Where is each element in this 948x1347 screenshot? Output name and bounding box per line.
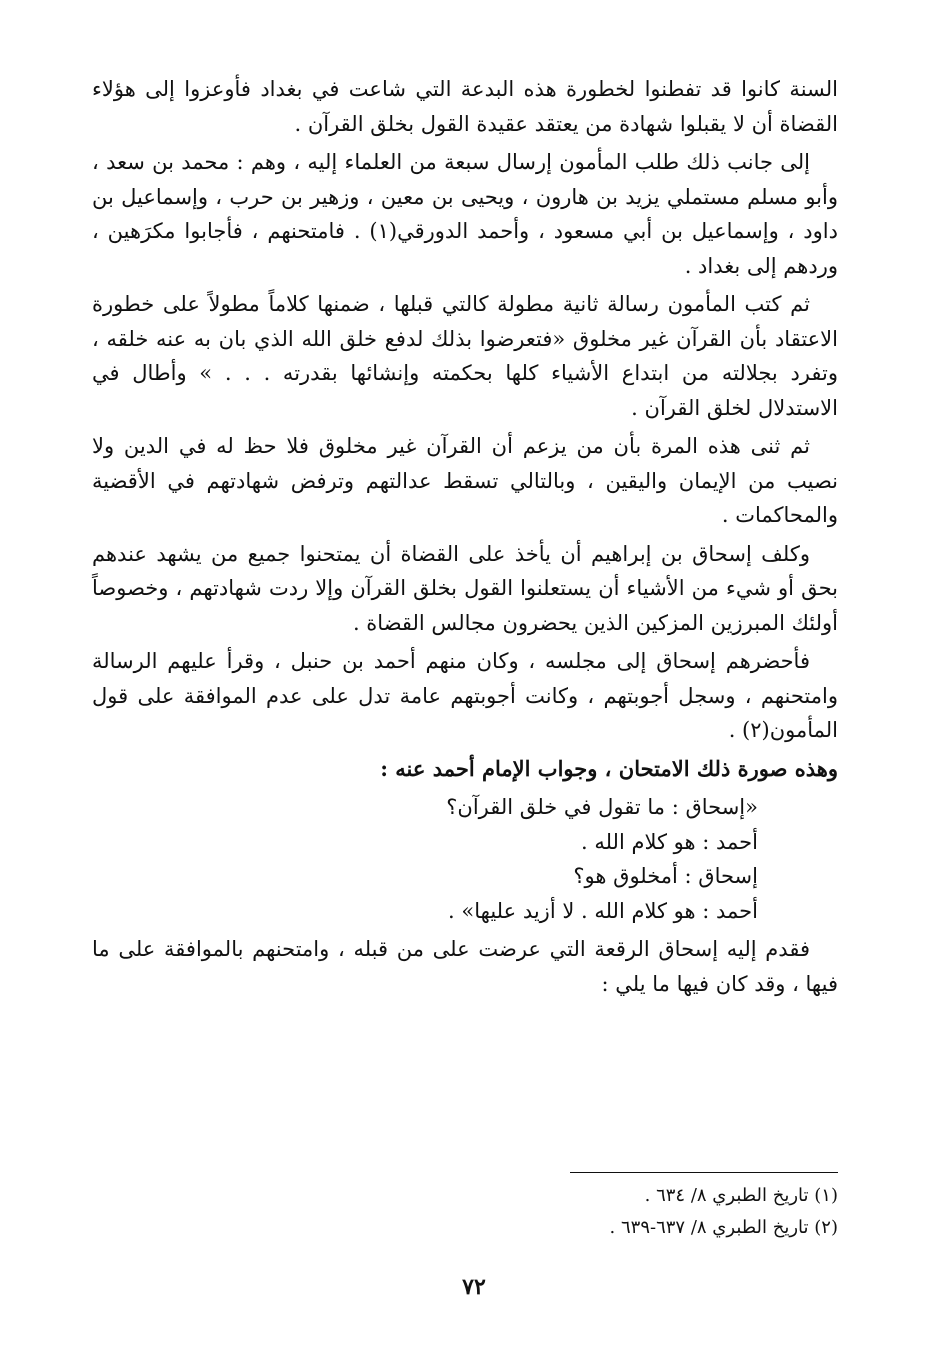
footnote-divider: [570, 1172, 838, 1173]
paragraph-8: فقدم إليه إسحاق الرقعة التي عرضت على من قبله ، وامتحنهم بالموافقة على ما فيها ، وقد كان فيها ما يلي :: [92, 937, 838, 996]
main-text: [92, 72, 838, 1005]
paragraph-4: ثم ثنى هذه المرة بأن من يزعم أن القرآن غير مخلوق فلا حظ له في الدين ولا نصيب من الإيمان واليقين ، وبالتالي تسقط عدالتهم وترفض شهادتهم في الأقضية والمحاكمات .: [92, 434, 838, 527]
paragraph-5: وكلف إسحاق بن إبراهيم أن يأخذ على القضاة أن يمتحنوا جميع من يشهد عندهم بحق أو شيء من الأشياء أن يستعلنوا القول بخلق القرآن وإلا ردت شهادتهم ، وخصوصاً أولئك المبرزين المزكين الذين يحضرون مجالس القضاة .: [92, 541, 838, 635]
dialogue-block: [92, 790, 838, 928]
page-number: ٧٢: [462, 1274, 486, 1300]
paragraph-1: السنة كانوا قد تفطنوا لخطورة هذه البدعة التي شاعت في بغداد فأوعزوا إلى هؤلاء القضاة أن لا يقبلوا شهادة من يعتقد عقيدة القول بخلق القرآن .: [92, 77, 838, 136]
dialogue-line: أحمد : هو كلام الله . لا أزيد عليها» .: [448, 898, 758, 923]
footnotes: [92, 1180, 838, 1244]
paragraph-2: إلى جانب ذلك طلب المأمون إرسال سبعة من العلماء إليه ، وهم : محمد بن سعد ، وأبو مسلم مستملي يزيد بن هارون ، ويحيى بن معين ، وزهير بن حرب ، وإسماعيل بن داود ، وإسماعيل بن أبي مسعود ، وأحمد الدورقي(١) . فامتحنهم ، فأجابوا مكرَهين ، وردهم إلى بغداد .: [92, 150, 838, 278]
section-heading: وهذه صورة ذلك الامتحان ، وجواب الإمام أحمد عنه :: [380, 755, 838, 781]
paragraph-6: فأحضرهم إسحاق إلى مجلسه ، وكان منهم أحمد بن حنبل ، وقرأ عليهم الرسالة وامتحنهم ، وسجل أجوبتهم ، وكانت أجوبتهم عامة تدل على عدم الموافقة على قول المأمون(٢) .: [92, 649, 838, 742]
paragraph-3: ثم كتب المأمون رسالة ثانية مطولة كالتي قبلها ، ضمنها كلاماً مطولاً على خطورة الاعتقاد بأن القرآن غير مخلوق «فتعرضوا بذلك لدفع خلق الله الذي بان به عنه خلقه ، وتفرد بجلالته من ابتداع الأشياء كلها بحكمته وإنشائها بقدرته . . . » وأطال في الاستدلال لخلق القرآن .: [92, 292, 838, 420]
dialogue-line: أحمد : هو كلام الله .: [580, 829, 758, 854]
footnote-1: (١) تاريخ الطبري ٨/ ٦٣٤ .: [644, 1185, 838, 1206]
footnote-2: (٢) تاريخ الطبري ٨/ ٦٣٧-٦٣٩ .: [609, 1217, 838, 1238]
dialogue-line: إسحاق : أمخلوق هو؟: [573, 864, 758, 888]
dialogue-line: «إسحاق : ما تقول في خلق القرآن؟: [446, 795, 758, 819]
